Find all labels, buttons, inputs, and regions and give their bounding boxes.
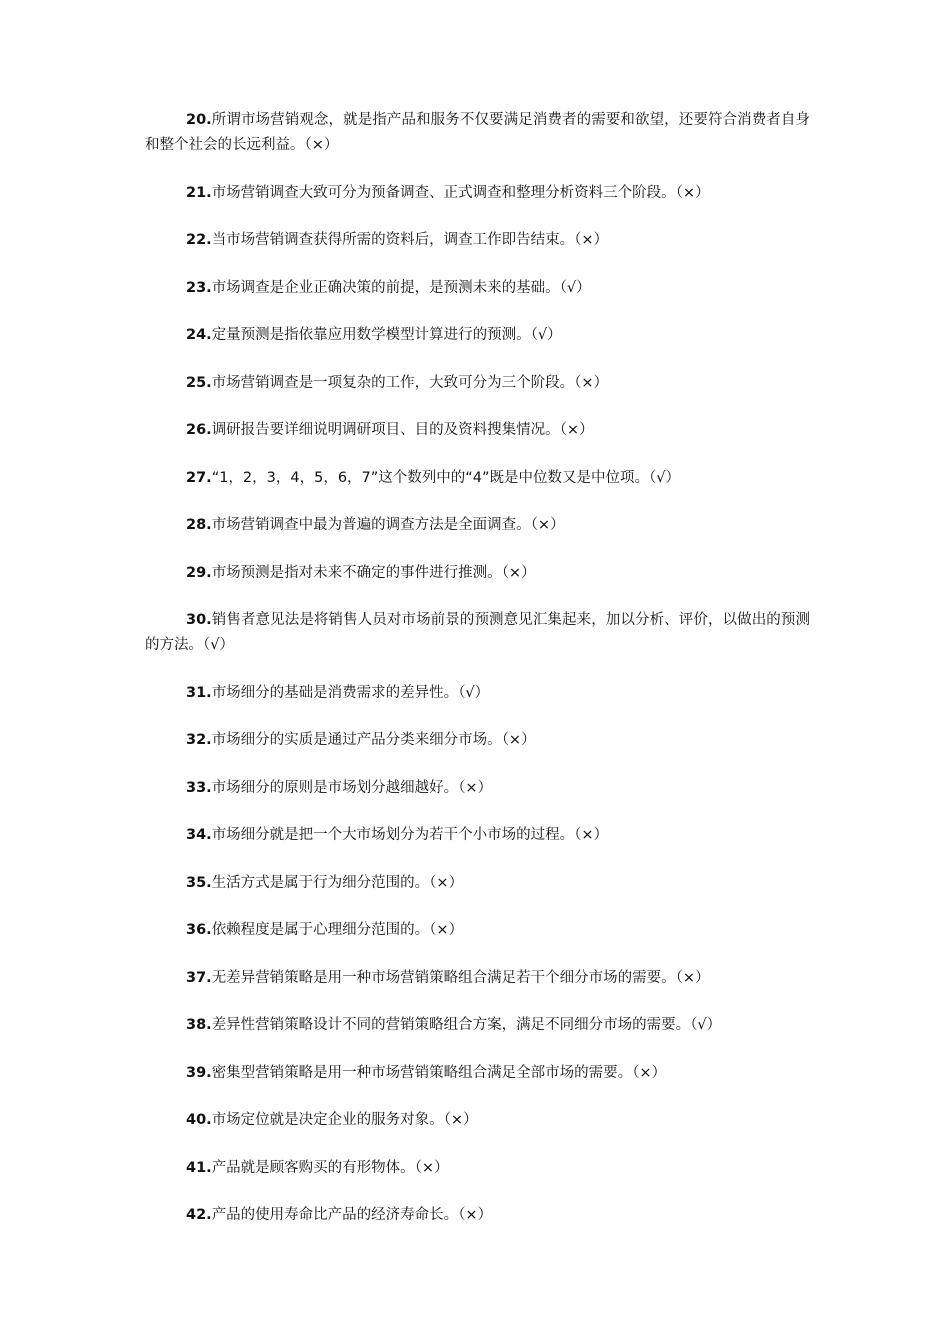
- question-item-39: [145, 1061, 810, 1086]
- answer-mark: （×）: [530, 517, 565, 533]
- question-text: “1，2，3，4，5，6，7”这个数列中的“4”既是中位数又是中位项。: [211, 469, 650, 486]
- question-item-22: [145, 228, 810, 253]
- question-text: 产品的使用寿命比产品的经济寿命长。: [211, 1207, 459, 1223]
- question-text: 市场定位就是决定企业的服务对象。: [211, 1112, 444, 1128]
- question-text: 所谓市场营销观念，就是指产品和服务不仅要满足消费者的需要和欲望，还要符合消费者自身和整个社会的长远利益。: [145, 112, 810, 153]
- answer-mark: （×）: [632, 1064, 667, 1081]
- question-text: 市场细分的实质是通过产品分类来细分市场。: [211, 732, 502, 748]
- answer-mark: （×）: [574, 374, 609, 391]
- question-text: 市场预测是指对未来不确定的事件进行推测。: [211, 564, 502, 581]
- question-number: 41.: [186, 1159, 212, 1176]
- question-text: 当市场营销调查获得所需的资料后，调查工作即告结束。: [211, 232, 575, 248]
- question-text: 市场营销调查大致可分为预备调查、正式调查和整理分析资料三个阶段。: [211, 184, 676, 201]
- answer-mark: （×）: [429, 922, 464, 938]
- answer-mark: （√）: [690, 1017, 722, 1033]
- question-item-37: [145, 966, 810, 991]
- question-item-25: [145, 371, 810, 396]
- question-item-20: [145, 108, 810, 158]
- question-text: 生活方式是属于行为细分范围的。: [211, 874, 430, 891]
- question-number: 24.: [186, 327, 212, 343]
- answer-mark: （×）: [574, 232, 609, 248]
- answer-mark: （×）: [443, 1112, 478, 1128]
- question-item-40: [145, 1108, 810, 1133]
- question-item-26: [145, 418, 810, 443]
- question-number: 36.: [186, 922, 212, 938]
- question-item-42: [145, 1203, 810, 1228]
- answer-mark: （×）: [675, 969, 710, 986]
- answer-mark: （×）: [501, 564, 536, 581]
- question-text: 调研报告要详细说明调研项目、目的及资料搜集情况。: [211, 422, 560, 438]
- question-number: 35.: [186, 874, 212, 891]
- question-number: 25.: [186, 374, 212, 391]
- answer-mark: （×）: [501, 732, 536, 748]
- question-item-28: [145, 513, 810, 538]
- question-number: 40.: [186, 1112, 212, 1128]
- question-number: 26.: [186, 422, 212, 438]
- answer-mark: （×）: [429, 874, 464, 891]
- question-item-41: [145, 1156, 810, 1181]
- question-item-30: [145, 608, 810, 658]
- question-number: 20.: [186, 112, 212, 128]
- answer-mark: （√）: [649, 469, 681, 486]
- answer-mark: （√）: [559, 279, 591, 296]
- question-item-38: [145, 1013, 810, 1038]
- question-text: 密集型营销策略是用一种市场营销策略组合满足全部市场的需要。: [211, 1064, 633, 1081]
- question-item-24: [145, 323, 810, 348]
- answer-mark: （×）: [458, 1207, 493, 1223]
- question-item-21: [145, 181, 810, 206]
- question-number: 22.: [186, 232, 212, 248]
- answer-mark: （×）: [414, 1159, 449, 1176]
- question-item-27: [145, 466, 810, 491]
- answer-mark: （√）: [530, 327, 562, 343]
- question-item-36: [145, 918, 810, 943]
- question-text: 市场细分的原则是市场划分越细越好。: [211, 779, 459, 796]
- question-number: 42.: [186, 1207, 212, 1223]
- question-text: 市场营销调查是一项复杂的工作，大致可分为三个阶段。: [211, 374, 575, 391]
- question-number: 29.: [186, 564, 212, 581]
- question-number: 30.: [186, 612, 212, 628]
- question-item-33: [145, 776, 810, 801]
- question-item-34: [145, 823, 810, 848]
- question-text: 市场调查是企业正确决策的前提，是预测未来的基础。: [211, 279, 560, 296]
- question-number: 27.: [186, 469, 212, 486]
- question-item-31: [145, 681, 810, 706]
- question-item-35: [145, 871, 810, 896]
- question-text: 依赖程度是属于心理细分范围的。: [211, 922, 430, 938]
- question-number: 39.: [186, 1064, 212, 1081]
- question-text: 差异性营销策略设计不同的营销策略组合方案，满足不同细分市场的需要。: [211, 1017, 691, 1033]
- answer-mark: （×）: [304, 137, 339, 153]
- question-number: 21.: [186, 184, 212, 201]
- question-number: 37.: [186, 969, 212, 986]
- question-text: 销售者意见法是将销售人员对市场前景的预测意见汇集起来，加以分析、评价，以做出的预测的方法。: [145, 612, 810, 653]
- question-number: 28.: [186, 517, 212, 533]
- answer-mark: （√）: [458, 684, 490, 701]
- question-number: 32.: [186, 732, 212, 748]
- question-text: 产品就是顾客购买的有形物体。: [211, 1159, 415, 1176]
- answer-mark: （√）: [203, 637, 234, 653]
- answer-mark: （×）: [458, 779, 493, 796]
- question-text: 无差异营销策略是用一种市场营销策略组合满足若干个细分市场的需要。: [211, 969, 676, 986]
- document-page: [145, 108, 810, 1251]
- question-text: 市场细分的基础是消费需求的差异性。: [211, 684, 459, 701]
- question-item-32: [145, 728, 810, 753]
- question-number: 31.: [186, 684, 212, 701]
- question-text: 市场细分就是把一个大市场划分为若干个小市场的过程。: [211, 827, 575, 843]
- question-number: 34.: [186, 827, 212, 843]
- question-number: 23.: [186, 279, 212, 296]
- question-text: 市场营销调查中最为普遍的调查方法是全面调查。: [211, 517, 531, 533]
- question-number: 33.: [186, 779, 212, 796]
- question-text: 定量预测是指依靠应用数学模型计算进行的预测。: [211, 327, 531, 343]
- answer-mark: （×）: [574, 827, 609, 843]
- answer-mark: （×）: [559, 422, 594, 438]
- question-number: 38.: [186, 1017, 212, 1033]
- answer-mark: （×）: [675, 184, 710, 201]
- question-item-23: [145, 276, 810, 301]
- question-item-29: [145, 561, 810, 586]
